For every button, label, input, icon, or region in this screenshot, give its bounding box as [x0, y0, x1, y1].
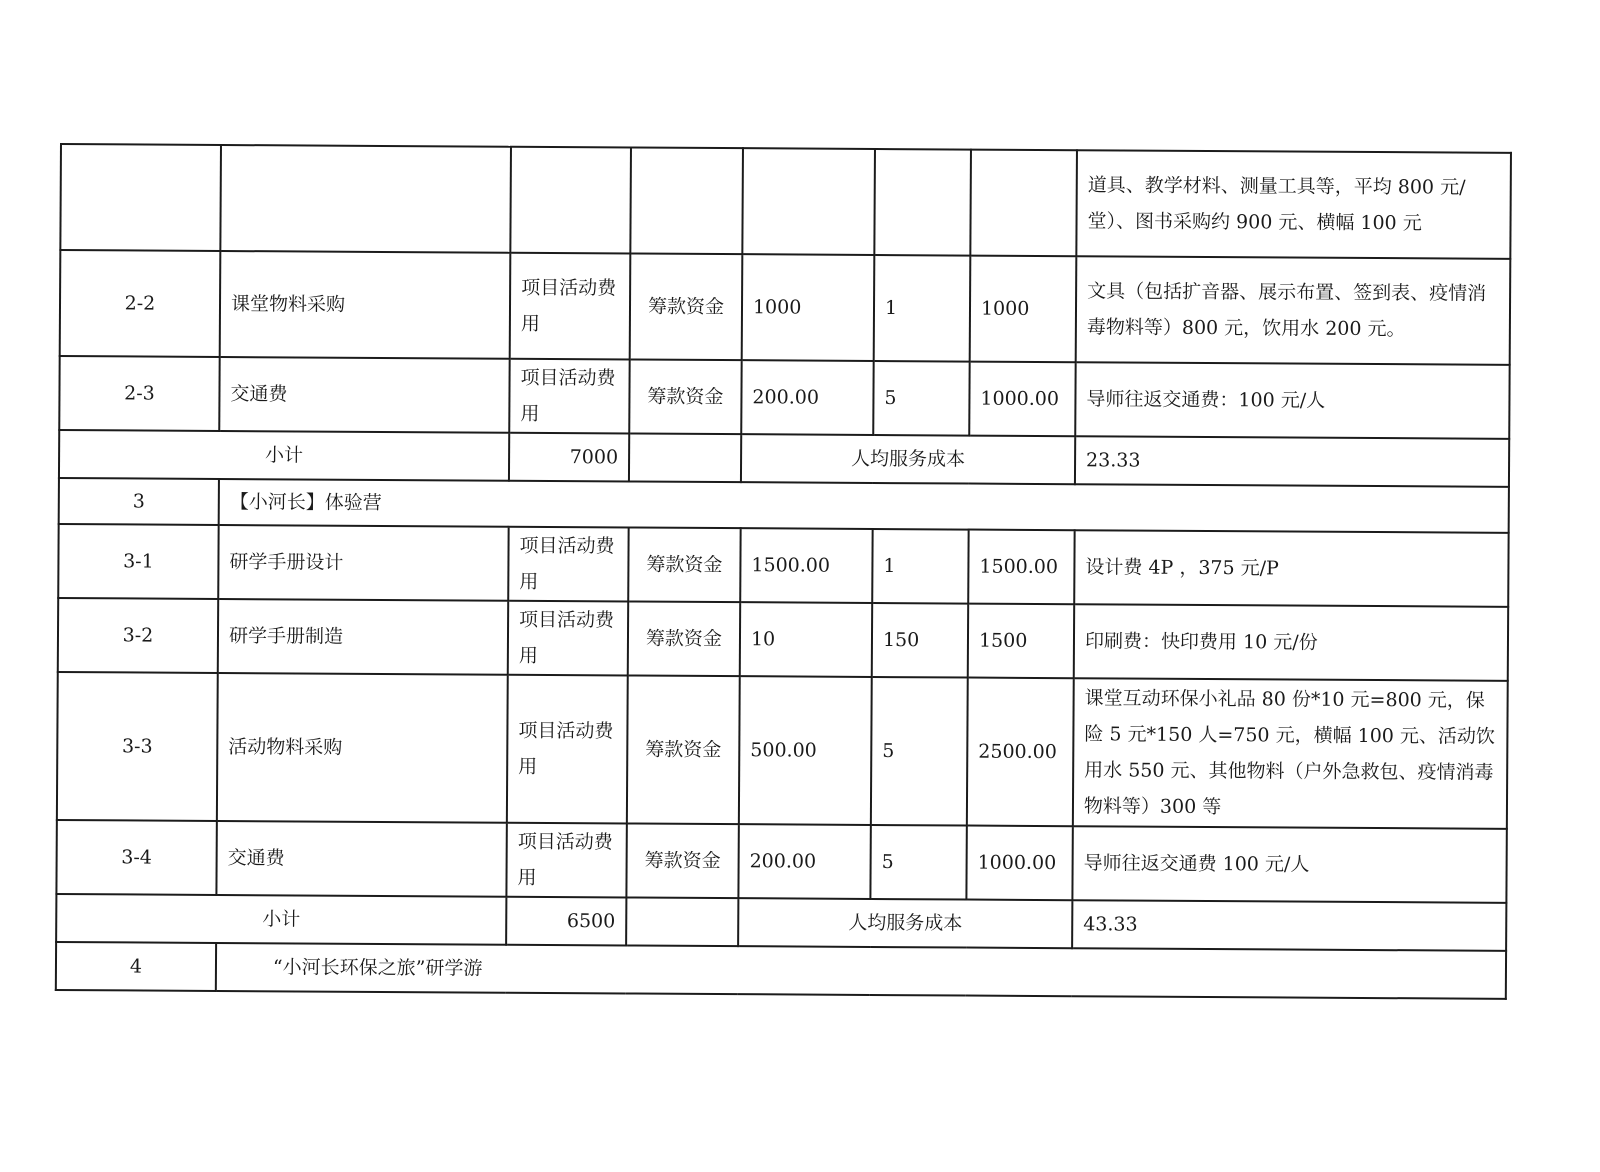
note-cell: 导师往返交通费 100 元/人 [1072, 826, 1506, 903]
subtotal-amount: 6500 [506, 897, 626, 946]
note-cell: 导师往返交通费：100 元/人 [1075, 362, 1509, 439]
category-cell: 项目活动费用 [509, 359, 629, 434]
table-row [58, 598, 1508, 681]
item-number-cell: 3-3 [57, 672, 218, 821]
fund-source-cell: 筹款资金 [629, 359, 741, 434]
table-row [56, 820, 1506, 903]
item-name-cell [220, 145, 511, 253]
section-number: 4 [56, 942, 216, 991]
section-title: “小河长环保之旅”研学游 [216, 943, 1506, 999]
budget-table [55, 143, 1512, 1000]
unit-price-cell [742, 148, 875, 255]
table-row [58, 524, 1508, 607]
subtotal-label: 小计 [56, 894, 506, 945]
amount-cell: 1000 [970, 256, 1077, 363]
category-cell: 项目活动费用 [508, 601, 628, 676]
item-number-cell: 2-3 [59, 356, 219, 431]
item-name-cell: 交通费 [216, 821, 506, 897]
quantity-cell: 1 [872, 529, 968, 604]
item-number-cell: 3-1 [58, 524, 218, 599]
fund-source-cell: 筹款资金 [628, 601, 740, 676]
table-row [57, 672, 1508, 829]
table-row [59, 356, 1509, 439]
amount-cell: 1500.00 [968, 530, 1074, 605]
item-number-cell: 2-2 [60, 250, 221, 357]
amount-cell [970, 150, 1077, 257]
empty-cell [626, 897, 738, 946]
quantity-cell: 5 [870, 825, 966, 900]
quantity-cell: 1 [874, 255, 971, 362]
unit-price-cell: 1500.00 [740, 528, 872, 603]
item-name-cell: 课堂物料采购 [220, 251, 511, 359]
unit-price-cell: 10 [740, 602, 872, 677]
fund-source-cell: 筹款资金 [627, 675, 740, 824]
fund-source-cell [630, 147, 743, 254]
quantity-cell: 5 [871, 677, 968, 826]
category-cell: 项目活动费用 [507, 675, 628, 824]
amount-cell: 1000.00 [966, 826, 1072, 901]
quantity-cell: 150 [872, 603, 968, 678]
note-cell: 道具、教学材料、测量工具等，平均 800 元/堂）、图书采购约 900 元、横幅 100 元 [1076, 150, 1511, 259]
item-name-cell: 研学手册设计 [218, 525, 508, 601]
unit-price-cell: 500.00 [739, 676, 872, 825]
amount-cell: 1500 [968, 604, 1074, 679]
item-number-cell [60, 144, 221, 251]
category-cell [510, 147, 631, 254]
item-number-cell: 3-2 [58, 598, 218, 673]
item-name-cell: 交通费 [219, 357, 509, 433]
subtotal-row [59, 430, 1509, 487]
empty-cell [629, 433, 741, 482]
subtotal-label: 小计 [59, 430, 509, 481]
note-cell: 课堂互动环保小礼品 80 份*10 元=800 元，保险 5 元*150 人=750 元，横幅 100 元、活动饮用水 550 元、其他物料（户外急救包、疫情消毒物料等）300 等 [1073, 678, 1508, 829]
category-cell: 项目活动费用 [510, 253, 631, 360]
section-title: 【小河长】体验营 [219, 479, 1509, 533]
quantity-cell [874, 149, 971, 256]
unit-price-cell: 200.00 [738, 824, 870, 899]
per-capita-cost-value: 43.33 [1072, 900, 1506, 951]
unit-price-cell: 1000 [742, 254, 875, 361]
subtotal-amount: 7000 [509, 433, 629, 482]
subtotal-row [56, 894, 1506, 951]
per-capita-cost-value: 23.33 [1075, 436, 1509, 487]
fund-source-cell: 筹款资金 [628, 527, 740, 602]
amount-cell: 2500.00 [967, 678, 1074, 827]
note-cell: 设计费 4P ，375 元/P [1074, 530, 1508, 607]
note-cell: 文具（包括扩音器、展示布置、签到表、疫情消毒物料等）800 元，饮用水 200 元。 [1076, 256, 1511, 365]
category-cell: 项目活动费用 [506, 823, 626, 898]
table-row [60, 144, 1511, 259]
unit-price-cell: 200.00 [741, 360, 873, 435]
section-row [56, 942, 1506, 999]
table-row [60, 250, 1511, 365]
amount-cell: 1000.00 [969, 362, 1075, 437]
per-capita-cost-label: 人均服务成本 [738, 898, 1072, 948]
note-cell: 印刷费：快印费用 10 元/份 [1074, 604, 1508, 681]
fund-source-cell: 筹款资金 [630, 253, 743, 360]
item-number-cell: 3-4 [56, 820, 216, 895]
fund-source-cell: 筹款资金 [626, 823, 738, 898]
per-capita-cost-label: 人均服务成本 [741, 434, 1075, 484]
category-cell: 项目活动费用 [508, 527, 628, 602]
section-number: 3 [59, 478, 219, 525]
quantity-cell: 5 [873, 361, 969, 436]
item-name-cell: 活动物料采购 [217, 673, 508, 823]
item-name-cell: 研学手册制造 [218, 599, 508, 675]
